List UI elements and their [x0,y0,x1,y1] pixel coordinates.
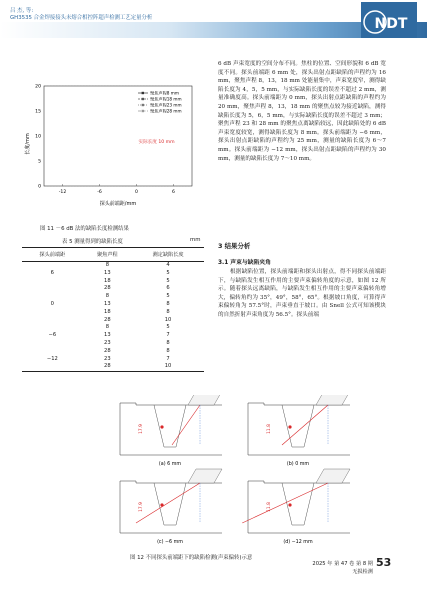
table-5 [22,247,204,372]
table-row [22,332,204,340]
table-cell: 13 [104,300,111,307]
legend-label: 聚焦声程28 mm [150,108,182,114]
y-tick-label: 0 [38,184,41,190]
table-cell: 7 [166,332,170,339]
figure-12-panel [120,469,222,545]
table-header: 测定缺陷长度 [132,248,204,262]
ndt-logo [361,2,417,38]
body-paragraph-2: 根据缺陷位置，探头前端距和探头出射点，得不同探头前端距下，与缺陷发生相互作用的主要声束偏转角度的示意，如图 12 所示。随着探头远离缺陷，与缺陷发生相互作用的主要声束偏转角增大，偏转角约为 35°，49°，58°，65°。根据坡口角度，可算得声束偏转角为 57.5°时，声束垂直于坡口。由 Snell 公式可知该楔块的自然折射声束角度为 56.5°。探头前端 [218,269,386,318]
table-cell: 18 [104,277,111,284]
x-tick-label: 0 [135,190,138,195]
table-cell [22,340,83,348]
section-heading-3: 3 结果分析 [218,242,251,250]
table-cell [22,285,83,293]
legend-marker [142,92,144,94]
x-tick-label: 6 [172,190,175,195]
table-cell: 28 [83,363,132,371]
beam-path [282,405,328,445]
table-cell: 8 [166,339,170,346]
legend-label: 聚焦声程8 mm [150,90,179,96]
table-cell: 23 [104,339,111,346]
body-paragraph-1: 6 dB 声束宽度的空间分布不同。焦柱的位置、空间形貌和 6 dB 宽度不同。探头前端距 6 mm 处，探头出射点距缺陷的声程约为 16 mm，聚焦声程 8，13，18 mm 处能量集中，声束宽度窄，测得缺陷长度为 4，5，5 mm，与实际缺陷长度的误差不超过 2 mm，测量准确度高。探头前端距为 0 mm，探头出射点距缺陷的声程约为 20 mm，聚焦声程 8，13，18 mm 的聚焦点较为接近缺陷，测得缺陷长度为 5，6，5 mm，与实际缺陷长度的误差不超过 3 mm；聚焦声程 23 和 28 mm 的聚焦点离缺陷较远，因此缺陷处的 6 dB 声束宽度较宽，测得缺陷长度为 8 mm。探头前端距为 −6 mm，探头出射点距缺陷的声程约为 25 mm，测量的缺陷长度为 6～7 mm。探头前端距为 −12 mm，探头出射点距缺陷的声程约为 30 mm，测量的缺陷长度为 7～10 mm。 [218,61,386,162]
table-cell [22,278,83,286]
table-cell: 8 [105,324,110,331]
x-axis-label: 探头前端距/mm [99,201,137,207]
figure-12-panel [120,395,222,467]
table-cell: 23 [104,355,111,362]
table-cell: 5 [166,293,170,300]
table-cell: 7 [166,355,170,362]
table-row [22,262,204,270]
dimension-label: 11.8 [267,502,272,512]
table-cell: 28 [104,316,111,323]
table-cell [22,363,83,371]
panel-label: (a) 6 mm [158,462,182,467]
figure-12-diagram [118,395,368,550]
table-cell: 13 [104,332,111,339]
y-tick-label: 15 [35,109,41,115]
probe-wedge [316,469,350,483]
defect-marker [288,503,291,506]
table-row [22,285,204,293]
y-axis-label: 长度/mm [25,133,31,155]
probe-wedge [316,395,350,405]
table-cell: 18 [104,308,111,315]
table-cell: 13 [104,269,111,276]
figure-11-chart [22,80,202,208]
panel-label: (b) 0 mm [286,462,310,467]
table-cell: 10 [164,316,172,323]
table-row [22,293,204,301]
probe-wedge [188,469,222,483]
legend-marker [142,110,144,112]
table-cell: 8 [105,262,110,268]
table-cell: 8 [105,293,110,300]
table-cell: 4 [166,262,170,268]
figure-12-panel [248,395,350,467]
figure-12-panel [242,469,350,545]
threshold-label: 实际长度 10 mm [138,140,175,145]
table-5-title: 表 5 测量得到的缺陷长度 [62,239,123,245]
probe-wedge [188,395,222,405]
x-tick-label: -6 [97,190,102,195]
legend-marker [142,98,144,100]
y-tick-label: 20 [35,84,41,90]
table-cell: 28 [104,347,111,354]
table-cell: 28 [104,285,111,292]
table-cell [22,309,83,317]
dimension-label: 17.9 [139,502,144,512]
table-row [22,356,204,364]
header-title: GH3535 合金焊接接头未熔合相控阵超声检测工艺定量分析 [10,15,153,21]
table-cell [22,262,83,270]
table-cell [22,317,83,325]
table-row [22,317,204,325]
dimension-label: 11.8 [267,424,272,434]
beam-path [136,483,200,523]
table-row [22,348,204,356]
table-header: 探头前端距 [22,248,83,262]
table-cell: 5 [166,269,170,276]
y-tick-label: 5 [38,159,41,165]
table-row [22,340,204,348]
table-cell: 6 [166,285,170,292]
beam-path [172,405,200,445]
x-tick-label: -12 [58,190,67,195]
footer-volume: 2025 年 第 47 卷 第 8 期 [312,561,373,567]
header-author: 吕 杰, 等: [10,8,34,14]
defect-marker [288,425,291,428]
table-cell [22,293,83,301]
table-row [22,278,204,286]
panel-label: (d) −12 mm [283,540,313,545]
figure-12-caption: 图 12 不同探头前端距下的缺陷检测(声束偏转)示意 [130,555,253,561]
weld-groove [154,405,186,447]
table-row [22,363,204,371]
table-row [22,309,204,317]
footer-journal: 无损检测 [352,569,373,575]
table-cell: 5 [166,277,170,284]
table-cell: −12 [46,355,58,362]
beam-path [242,483,328,523]
table-cell [22,324,83,332]
logo-text: NDT [374,16,408,32]
table-row [22,301,204,309]
table-cell: 5 [166,324,170,331]
table-cell: 8 [166,308,170,315]
table-cell: 10 [132,363,204,371]
figure-11-caption: 图 11 －6 dB 法的缺陷长度检测结果 [40,226,129,232]
table-cell: 0 [50,300,54,307]
table-cell: 8 [166,347,170,354]
legend-label: 聚焦声程23 mm [150,102,182,108]
weld-groove [282,483,314,525]
table-cell: 8 [166,300,170,307]
table-header: 聚焦声程 [83,248,132,262]
weld-groove [154,483,186,525]
section-heading-3-1: 3.1 声束与缺陷夹角 [218,260,271,266]
legend-label: 聚焦声程18 mm [150,96,182,102]
legend-marker [142,104,144,106]
page-number: 53 [376,556,392,569]
table-cell [22,348,83,356]
y-tick-label: 10 [35,134,41,140]
defect-marker [160,425,163,428]
defect-marker [160,503,163,506]
table-row [22,270,204,278]
table-row [22,324,204,332]
table-cell: 6 [50,269,54,276]
panel-label: (c) −6 mm [157,540,183,545]
table-cell: −6 [48,332,57,339]
dimension-label: 17.9 [139,424,144,434]
table-5-unit: mm [190,237,201,243]
